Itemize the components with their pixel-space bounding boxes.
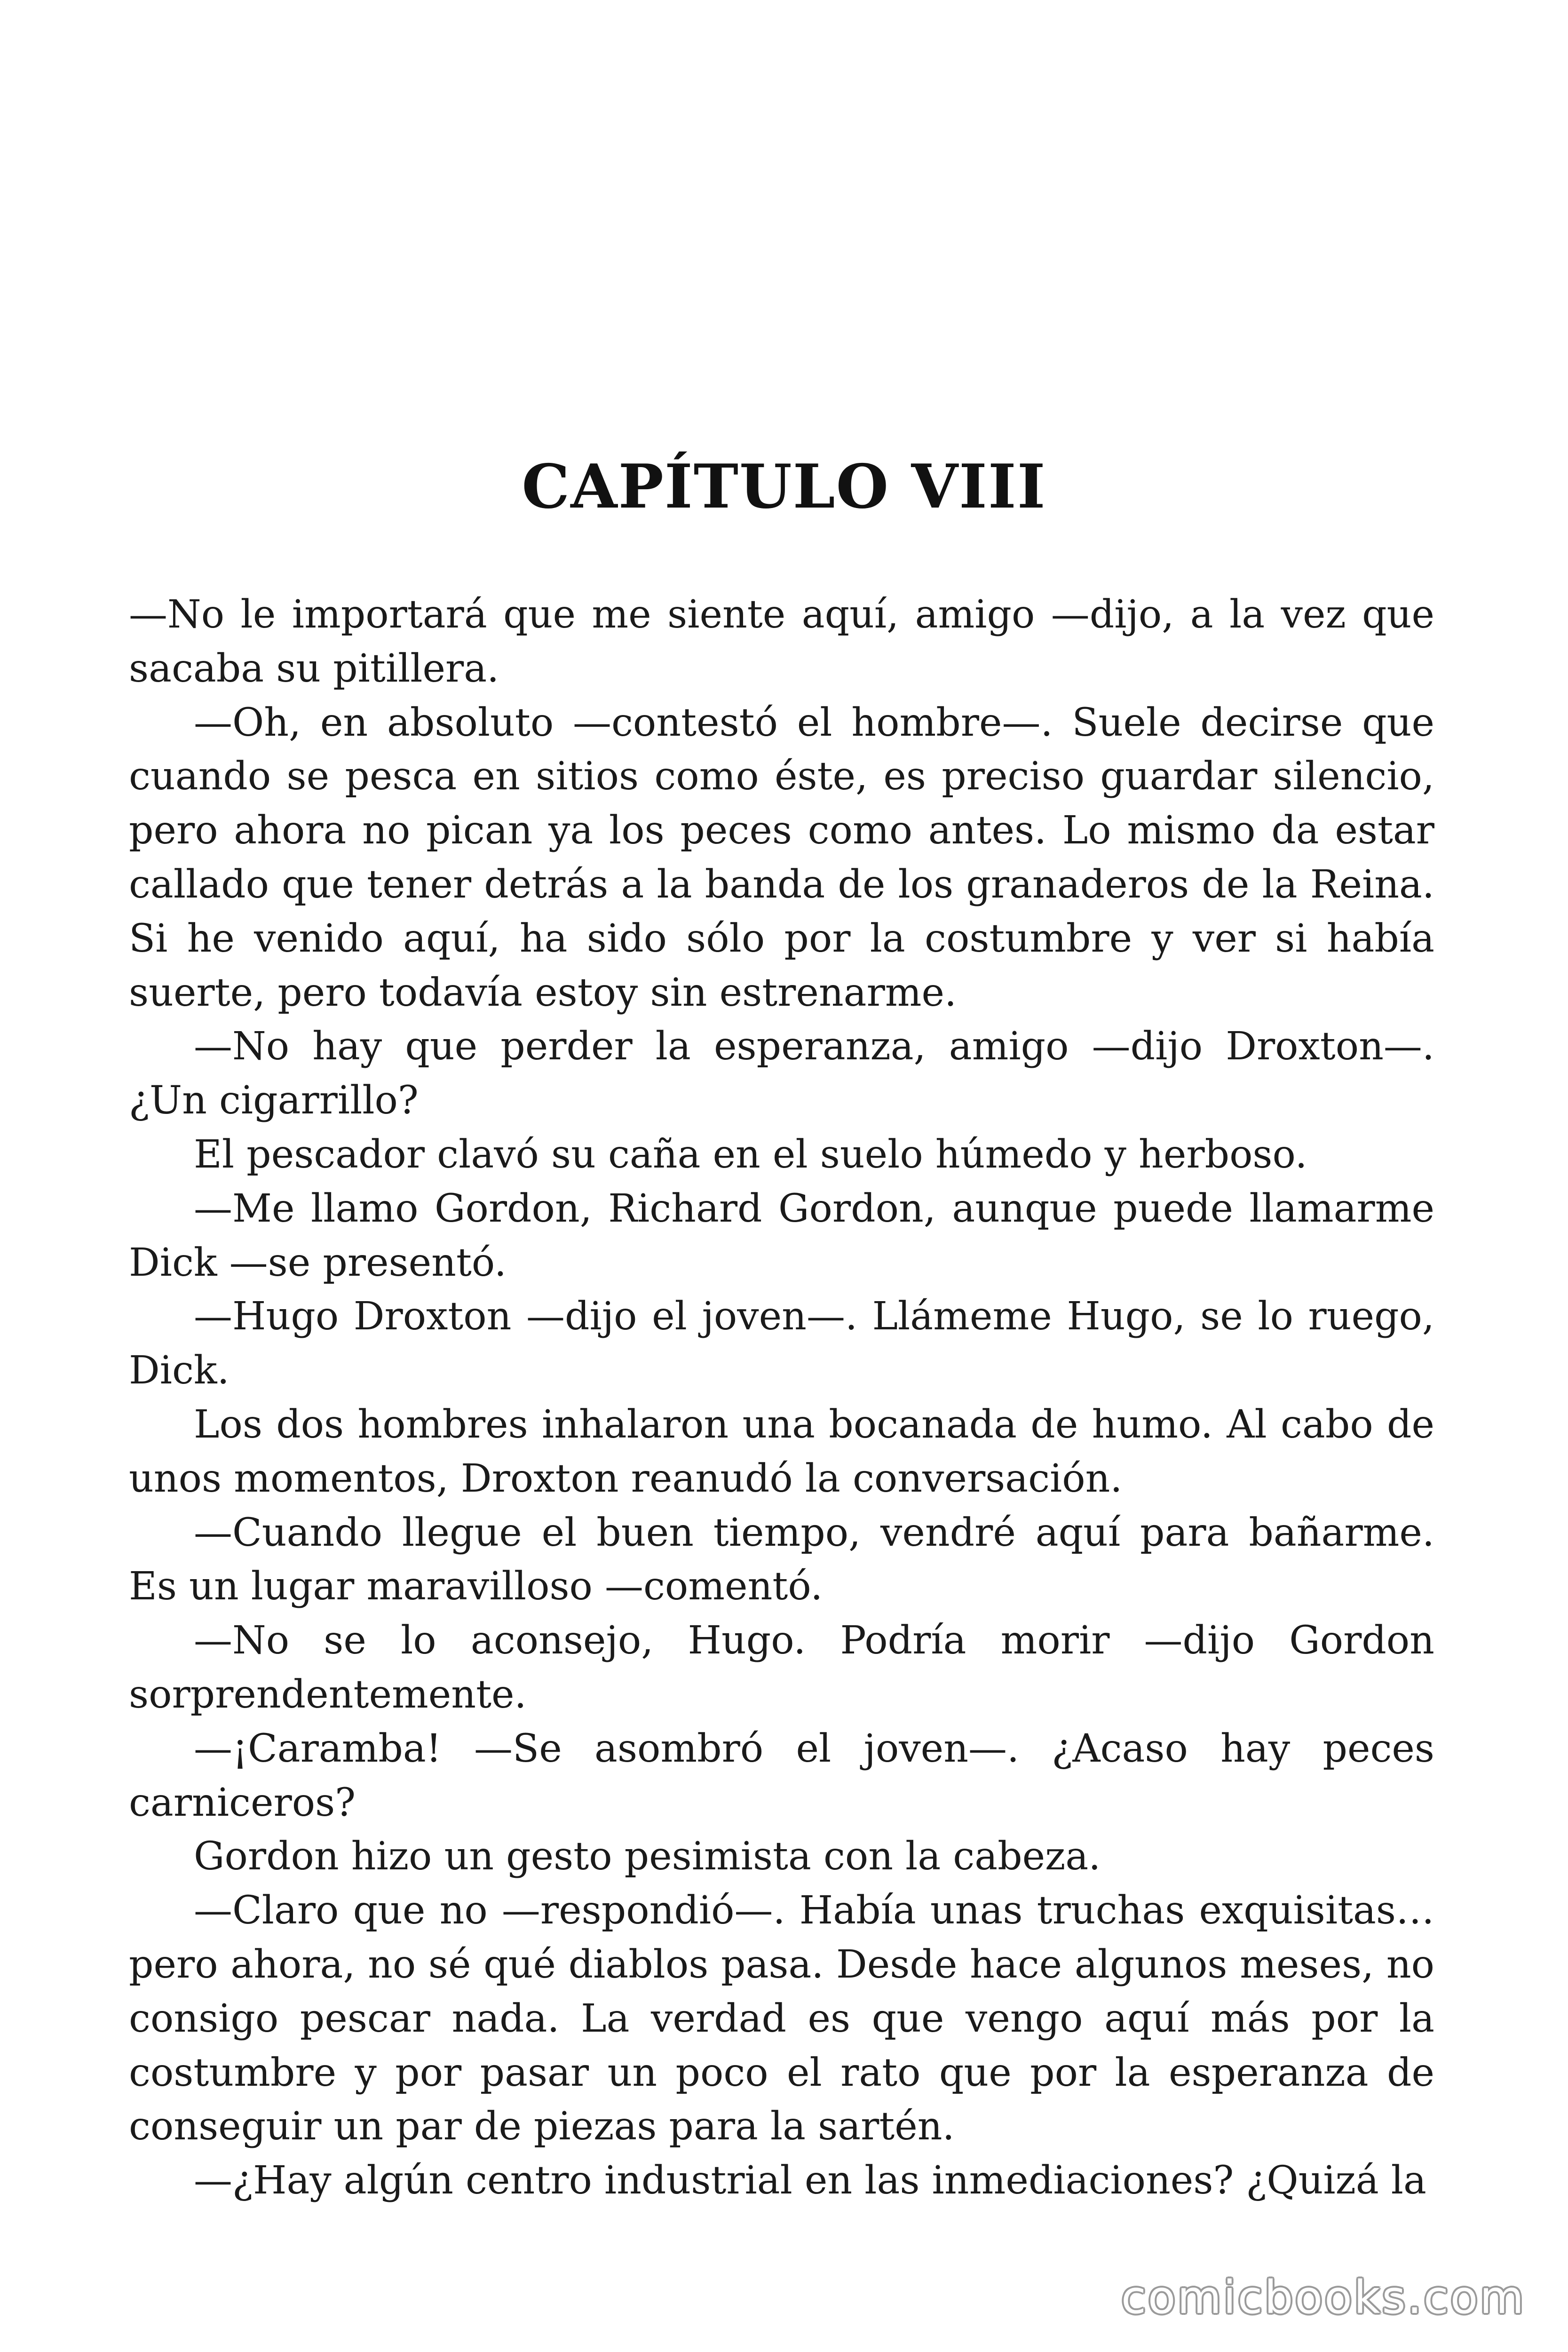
paragraph: —No hay que perder la esperanza, amigo —dijo Droxton—. ¿Un cigarrillo?: [129, 1024, 1434, 1123]
watermark: comicbooks.com: [1121, 2271, 1526, 2324]
paragraph: —¿Hay algún centro industrial en las inmediaciones? ¿Quizá la: [194, 2158, 1426, 2203]
paragraph: —Cuando llegue el buen tiempo, vendré aquí para bañarme. Es un lugar maravilloso —comentó.: [129, 1510, 1434, 1609]
paragraph: —Claro que no —respondió—. Había unas truchas exquisitas… pero ahora, no sé qué diablos pasa. Desde hace algunos meses, no consigo pescar nada. La verdad es que vengo aquí más por la costumbre y por pasar un poco el rato que por la esperanza de conseguir un par de piezas para la sartén.: [129, 1888, 1434, 2149]
paragraph: —No le importará que me siente aquí, amigo —dijo, a la vez que sacaba su pitillera.: [129, 592, 1434, 691]
paragraph: —¡Caramba! —Se asombró el joven—. ¿Acaso hay peces carniceros?: [129, 1726, 1434, 1825]
paragraph: —Me llamo Gordon, Richard Gordon, aunque puede llamarme Dick —se presentó.: [129, 1186, 1434, 1285]
paragraph: —Hugo Droxton —dijo el joven—. Llámeme Hugo, se lo ruego, Dick.: [129, 1294, 1434, 1393]
paragraph: Los dos hombres inhalaron una bocanada de humo. Al cabo de unos momentos, Droxton reanudó la conversación.: [129, 1402, 1434, 1501]
paragraph: El pescador clavó su caña en el suelo húmedo y herboso.: [194, 1132, 1307, 1177]
paragraph: Gordon hizo un gesto pesimista con la cabeza.: [194, 1834, 1101, 1879]
paragraph: —Oh, en absoluto —contestó el hombre—. Suele decirse que cuando se pesca en sitios como éste, es preciso guardar silencio, pero ahora no pican ya los peces como antes. Lo mismo da estar callado que tener detrás a la banda de los granaderos de la Reina. Si he venido aquí, ha sido sólo por la costumbre y ver si había suerte, pero todavía estoy sin estrenarme.: [129, 700, 1434, 1015]
chapter-body: [129, 588, 1434, 2208]
paragraph: —No se lo aconsejo, Hugo. Podría morir —dijo Gordon sorprendentemente.: [129, 1618, 1434, 1717]
chapter-title: CAPÍTULO VIII: [522, 452, 1046, 522]
